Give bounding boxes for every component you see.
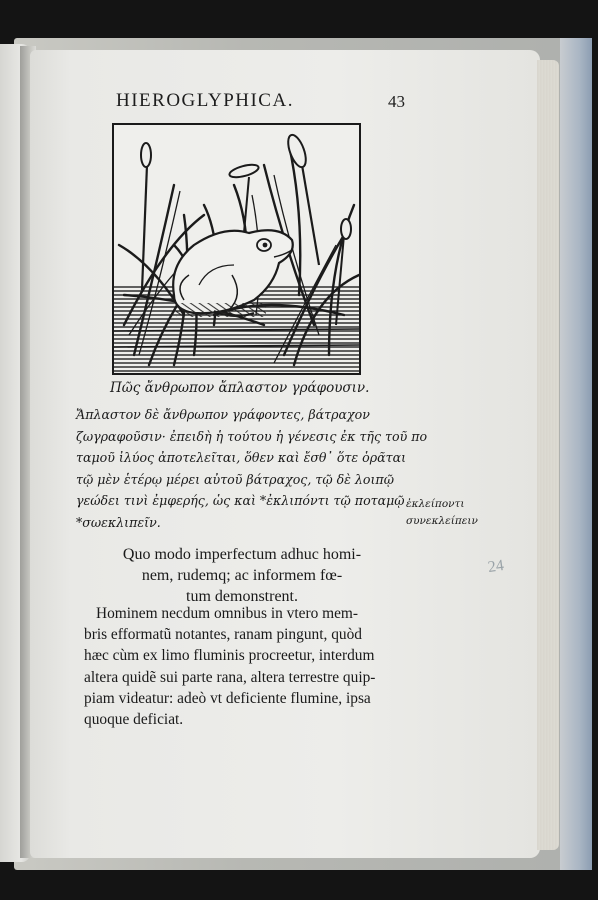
latin-line: bris efformatũ notantes, ranam pingunt, quòd <box>84 626 362 644</box>
running-head: HIEROGLYPHICA. <box>116 90 294 111</box>
latin-heading <box>84 544 400 607</box>
page-number: 43 <box>388 92 405 111</box>
latin-heading-line: nem, rudemq; ac informem fœ- <box>141 567 343 584</box>
latin-line: piam videatur: adeò vt deficiente flumine, ipsa <box>84 689 371 707</box>
greek-heading: Πῶς ἄνθρωπον ἄπλαστον γράφουσιν. <box>110 380 370 396</box>
greek-line: *σωεκλιπεῖν. <box>76 514 161 530</box>
marginal-note <box>406 496 486 530</box>
greek-line: Ἄπλαστον δὲ ἄνθρωπον γράφοντες, βάτραχον <box>76 407 370 422</box>
greek-line: ζωγραφοῦσιν· ἐπειδὴ ἡ τούτου ἡ γένεσις ἐκ τῆς τοῦ πο <box>76 428 428 444</box>
woodcut-illustration <box>112 123 361 375</box>
latin-line: hæc cùm ex limo fluminis procreetur, interdum <box>84 647 375 665</box>
faint-show-through-mark: 24 <box>486 556 506 577</box>
latin-text-block <box>84 603 402 730</box>
page-fore-edge <box>537 60 559 850</box>
latin-line: altera quidẽ sui parte rana, altera terrestre quip- <box>84 668 376 686</box>
marginal-note-line: ἐκλείποντι <box>406 498 465 510</box>
greek-text-block <box>76 404 428 534</box>
latin-heading-line: Quo modo imperfectum adhuc homi- <box>122 546 362 563</box>
greek-line: ταμοῦ ἰλύος ἀποτελεῖται, ὅθεν καὶ ἔσθ᾽ ὅτε ὁρᾶται <box>76 450 407 466</box>
latin-line: quoque deficiat. <box>84 711 184 729</box>
greek-line: τῷ μὲν ἑτέρῳ μέρει αὐτοῦ βάτραχος, τῷ δὲ λοιπῷ <box>76 471 394 487</box>
marginal-note-line: συνεκλείπειν <box>406 515 478 527</box>
cover-edge <box>560 38 592 870</box>
frog-woodcut-image <box>114 125 359 373</box>
latin-line: Hominem necdum omnibus in vtero mem- <box>96 605 359 622</box>
greek-line: γεώδει τινὶ ἐμφερής, ὡς καὶ *ἐκλιπόντι τῷ ποταμῷ <box>76 493 405 509</box>
latin-heading-line: tum demonstrent. <box>186 588 298 605</box>
